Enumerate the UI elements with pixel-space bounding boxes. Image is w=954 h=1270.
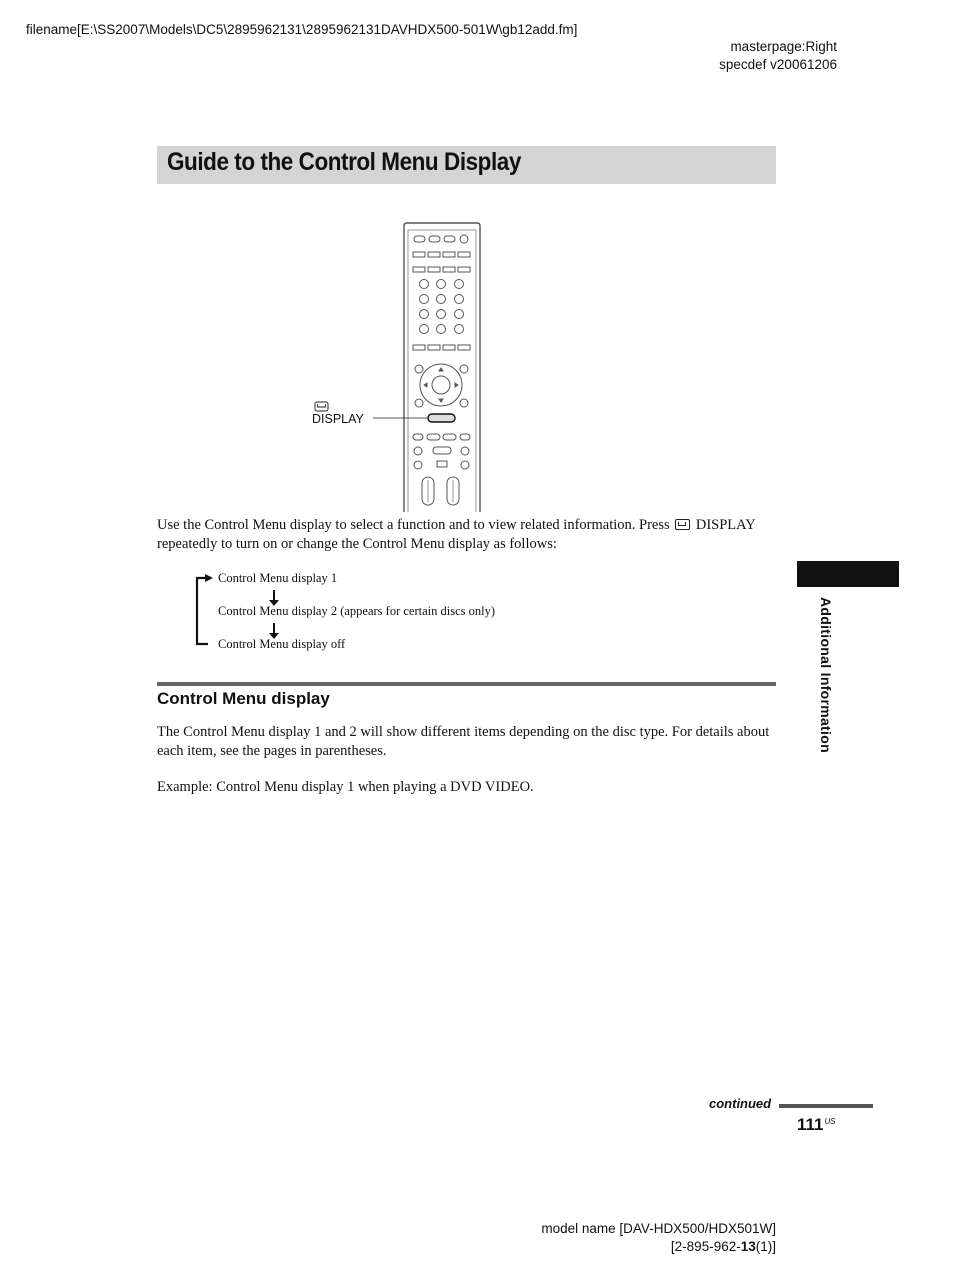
loop-arrowhead [205,574,213,582]
model-footer [541,1220,776,1256]
model-code [541,1238,776,1256]
flow-step-3: Control Menu display off [218,637,346,651]
masterpage-label: masterpage:Right [730,39,837,54]
continued-rule [779,1104,873,1108]
section-paragraph: The Control Menu display 1 and 2 will show different items depending on the disc type. For details about each item, see the pages in parentheses. [157,724,770,759]
model-code-suffix: (1)] [755,1239,776,1254]
display-icon [675,519,690,530]
intro-text-start: Use the Control Menu display to select a function and to view related information. Press [157,517,674,533]
remote-control-illustration [300,222,500,512]
remote-control-figure [300,222,500,512]
section-rule [157,682,776,686]
page-number-suffix: US [824,1117,836,1126]
page-number [797,1115,836,1135]
model-code-bold: 13 [740,1239,756,1254]
filename-header: filename[E:\SS2007\Models\DC5\2895962131\2895962131DAVHDX500-501W\gb12add.fm] [26,22,578,37]
masterpage-header [719,38,837,74]
continued-label: continued [709,1096,772,1111]
flow-step-1: Control Menu display 1 [218,571,338,585]
section-title: Control Menu display [157,689,330,708]
flow-step-2: Control Menu display 2 (appears for certain discs only) [218,604,496,618]
side-tab-marker [797,561,899,587]
display-cycle-diagram [190,565,590,660]
example-paragraph: Example: Control Menu display 1 when playing a DVD VIDEO. [157,779,534,795]
model-code-prefix: [2-895-962- [670,1239,741,1254]
intro-text-end: DISPLAY repeatedly to turn on or change the Control Menu display as follows: [157,517,756,552]
model-name: model name [DAV-HDX500/HDX501W] [541,1221,776,1236]
page-number-value: 111 [797,1115,824,1134]
page-title: Guide to the Control Menu Display [167,148,521,176]
intro-paragraph [157,516,779,554]
display-icon [315,402,328,411]
side-tab-label: Additional Information [818,597,834,753]
specdef-label: specdef v20061206 [719,57,837,72]
display-label: DISPLAY [312,412,364,426]
